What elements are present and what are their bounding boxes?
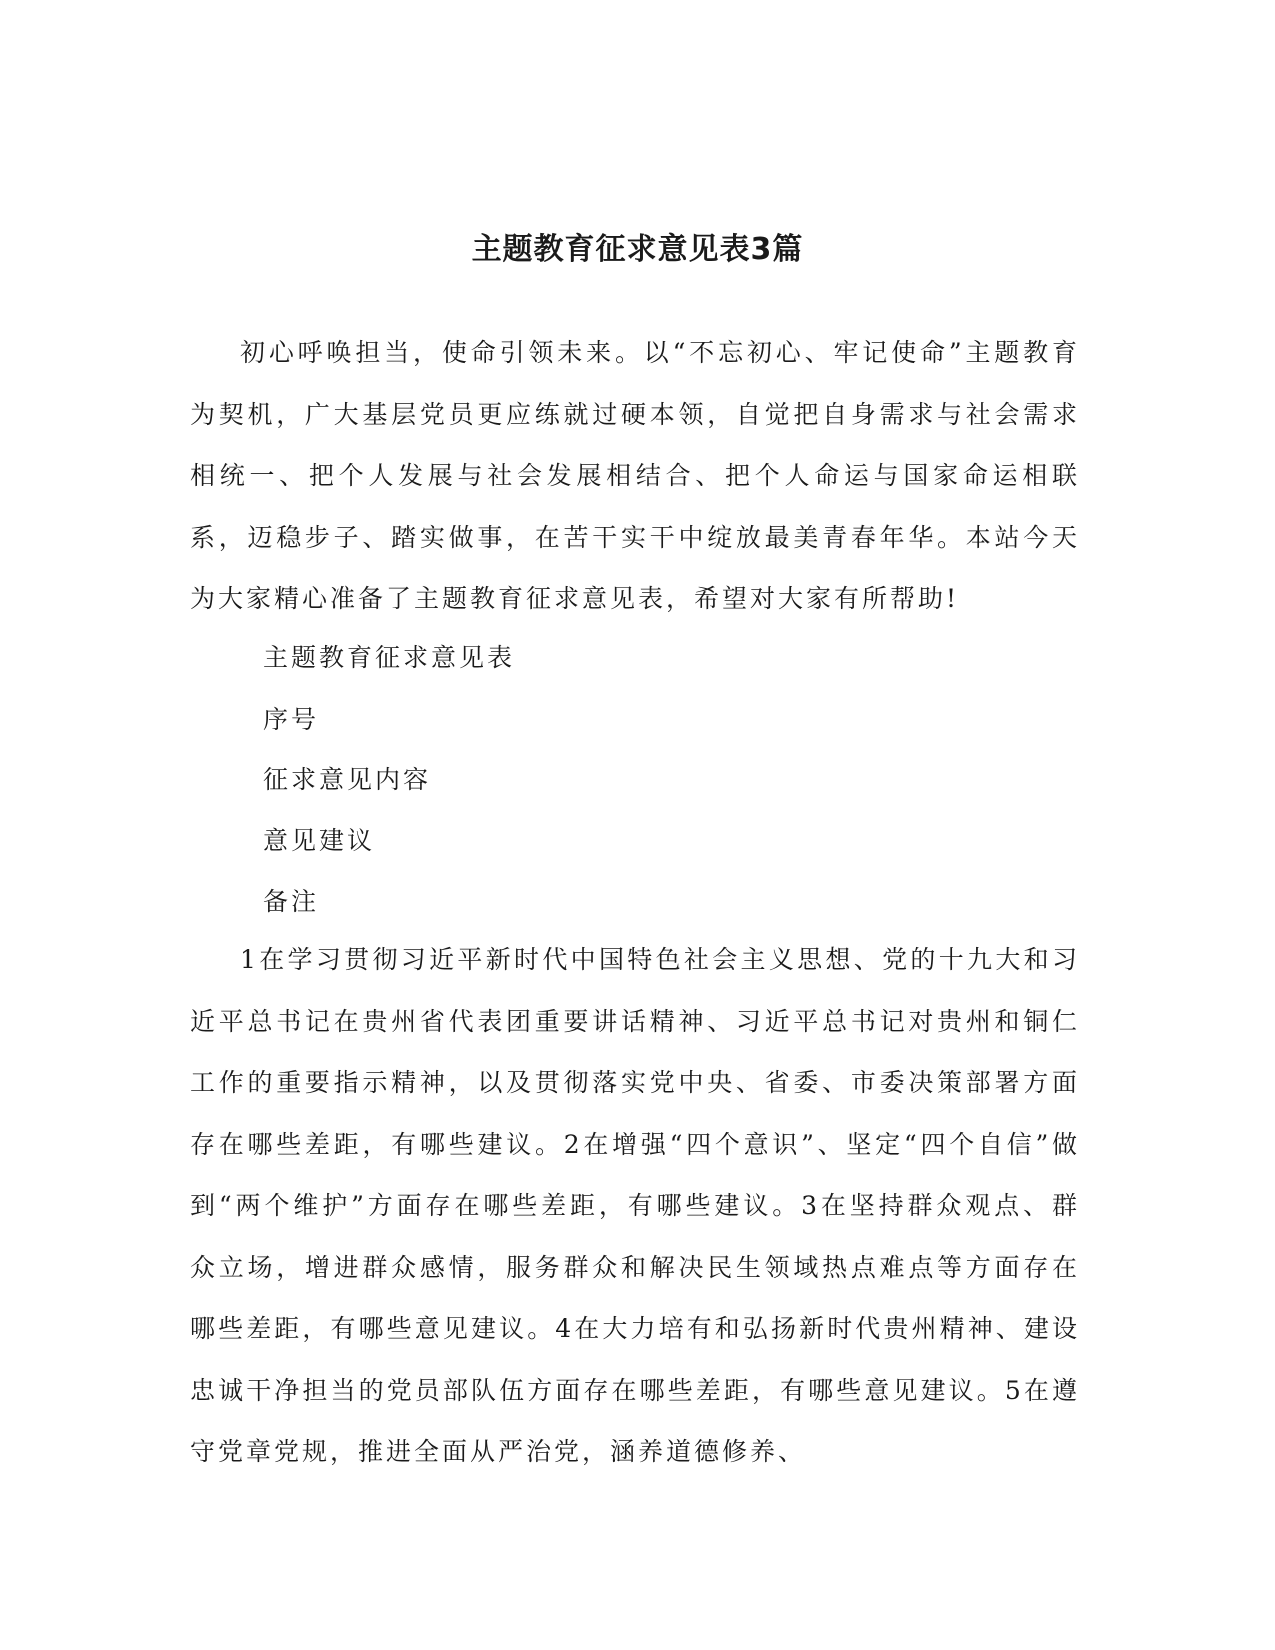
items-paragraph: 1在学习贯彻习近平新时代中国特色社会主义思想、党的十九大和习近平总书记在贵州省代表团重要讲话精神、习近平总书记对贵州和铜仁工作的重要指示精神，以及贯彻落实党中央、省委、市委决策部署方面存在哪些差距，有哪些建议。2在增强“四个意识”、坚定“四个自信”做到“两个维护”方面存在哪些差距，有哪些建议。3在坚持群众观点、群众立场，增进群众感情，服务群众和解决民生领域热点难点等方面存在哪些差距，有哪些意见建议。4在大力培有和弘扬新时代贵州精神、建设忠诚干净担当的党员部队伍方面存在哪些差距，有哪些意见建议。5在遵守党章党规，推进全面从严治党，涵养道德修养、 [190,945,1080,1466]
document-title: 主题教育征求意见表3篇 [471,232,804,268]
header-remark: 备注 [263,887,320,916]
header-suggestion: 意见建议 [263,826,376,855]
intro-paragraph: 初心呼唤担当，使命引领未来。以“不忘初心、牢记使命”主题教育为契机，广大基层党员更应练就过硬本领，自觉把自身需求与社会需求相统一、把个人发展与社会发展相结合、把个人命运与国家命运相联系，迈稳步子、踏实做事，在苦干实干中绽放最美青春年华。本站今天为大家精心准备了主题教育征求意见表，希望对大家有所帮助! [190,338,1080,613]
header-content: 征求意见内容 [263,765,432,794]
table-title: 主题教育征求意见表 [263,643,516,672]
header-serial: 序号 [263,705,320,734]
